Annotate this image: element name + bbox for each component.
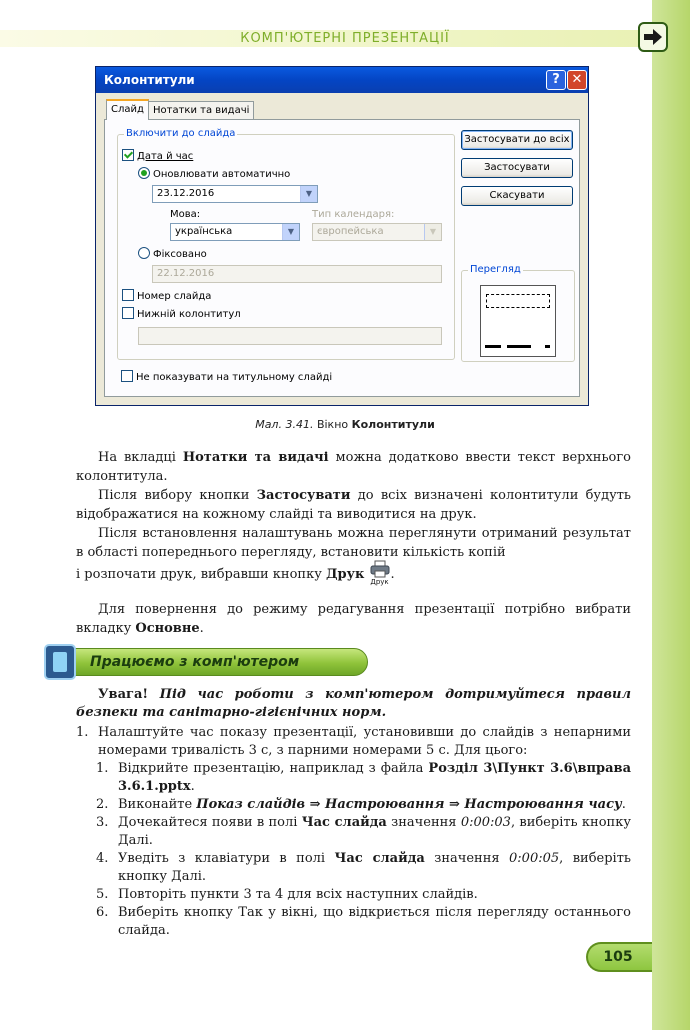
printer-icon: Друк <box>369 560 391 592</box>
auto-date-select[interactable] <box>152 185 318 203</box>
tab-notes-handouts[interactable]: Нотатки та видачі <box>148 101 254 119</box>
auto-update-label: Оновлювати автоматично <box>153 169 291 180</box>
section-title: Працюємо з комп'ютером <box>90 654 300 670</box>
side-strip <box>652 0 690 1030</box>
step-3: 3. Дочекайтеся появи в полі Час слайда значення 0:00:03, виберіть кнопку Далі. <box>96 815 631 848</box>
auto-date-value: 23.12.2016 <box>157 188 215 199</box>
paragraph-apply: Після вибору кнопки Застосувати до всіх визначені колонтитули будуть відображатися на кожному слайді та виводитися на друк. <box>76 488 632 522</box>
preview-placeholder <box>486 294 550 308</box>
radio-selected-icon <box>138 167 150 179</box>
language-value: українська <box>175 226 233 237</box>
date-time-label: Дата й час <box>137 151 194 162</box>
paragraph-return: Для повернення до режиму редагування презентації потрібно вибрати вкладку Основне. <box>76 602 631 636</box>
preview-footer-bar <box>507 345 531 348</box>
page-number: 105 <box>603 949 633 965</box>
include-on-slide-group <box>117 128 455 360</box>
step-6: 6. Виберіть кнопку Так у вікні, що відкриється після перегляду останнього слайда. <box>96 905 631 938</box>
calendar-type-label: Тип календаря: <box>312 209 395 220</box>
dont-show-on-title-label: Не показувати на титульному слайді <box>136 372 333 383</box>
dialog-title: Колонтитули <box>96 67 588 93</box>
next-arrow-icon[interactable] <box>638 22 668 52</box>
language-label: Мова: <box>170 209 201 220</box>
fixed-label: Фіксовано <box>153 249 207 260</box>
paragraph-preview: Після встановлення налаштувань можна переглянути отриманий результат в області попереднього перегляду, встановити кількість копій <box>76 526 631 560</box>
caption-number: Мал. 3.41. <box>255 418 314 431</box>
calendar-type-select <box>312 223 442 241</box>
group-label: Включити до слайда <box>126 128 236 139</box>
slide-number-label: Номер слайда <box>137 291 212 302</box>
apply-button[interactable]: Застосувати <box>461 158 573 178</box>
slide-number-checkbox[interactable] <box>122 289 211 302</box>
caption-text: Вікно <box>313 418 352 431</box>
step-2: 2. Виконайте Показ слайдів ⇒ Настроювання ⇒ Настроювання часу. <box>96 797 626 812</box>
auto-update-radio[interactable] <box>138 167 290 180</box>
checkbox-empty-icon <box>122 307 134 319</box>
date-time-checkbox[interactable] <box>122 149 193 162</box>
help-button[interactable]: ? <box>546 70 566 90</box>
computer-icon <box>44 644 76 680</box>
task-1: 1. Налаштуйте час показу презентації, установивши до слайдів з непарними номерами тривалість 3 с, з парними номерами 5 с. Для цього: <box>76 725 631 758</box>
fixed-radio[interactable] <box>138 247 207 260</box>
close-button[interactable]: ✕ <box>567 70 587 90</box>
tab-panel <box>104 119 580 397</box>
step-4: 4. Уведіть з клавіатури в полі Час слайда значення 0:00:05, виберіть кнопку Далі. <box>96 851 631 884</box>
preview-date-bar <box>485 345 501 348</box>
footer-checkbox[interactable] <box>122 307 241 320</box>
figure-caption <box>0 418 690 431</box>
preview-label: Перегляд <box>470 264 521 275</box>
radio-empty-icon <box>138 247 150 259</box>
checkbox-empty-icon <box>122 289 134 301</box>
checkbox-checked-icon <box>122 149 134 161</box>
fixed-date-field: 22.12.2016 <box>152 265 442 283</box>
calendar-type-value: європейська <box>317 226 384 237</box>
preview-slide <box>480 285 556 357</box>
warning-paragraph: Увага! Під час роботи з комп'ютером дотримуйтеся правил безпеки та санітарно-гігієнічних норм. <box>76 687 631 720</box>
step-1: 1. Відкрийте презентацію, наприклад з файла Розділ 3\Пункт 3.6\вправа 3.6.1.pptx. <box>96 761 631 794</box>
footer-text-field <box>138 327 442 345</box>
preview-group <box>461 264 575 362</box>
chevron-down-icon: ▼ <box>300 186 317 202</box>
chevron-down-icon: ▼ <box>282 224 299 240</box>
tab-slide[interactable]: Слайд <box>106 99 149 120</box>
preview-number-bar <box>545 345 550 348</box>
dont-show-on-title-checkbox[interactable] <box>121 370 332 383</box>
chevron-down-icon: ▼ <box>424 224 441 240</box>
checkbox-empty-icon <box>121 370 133 382</box>
header-footer-dialog <box>95 66 589 406</box>
step-5: 5. Повторіть пункти 3 та 4 для всіх наступних слайдів. <box>96 887 478 902</box>
running-header: КОМП'ЮТЕРНІ ПРЕЗЕНТАЦІЇ <box>240 31 450 46</box>
cancel-button[interactable]: Скасувати <box>461 186 573 206</box>
paragraph-notes-tab: На вкладці Нотатки та видачі можна додатково ввести текст верхнього колонтитула. <box>76 450 631 484</box>
language-select[interactable] <box>170 223 300 241</box>
footer-label: Нижній колонтитул <box>137 309 241 320</box>
paragraph-print: і розпочати друк, вибравши кнопку Друк Друк . <box>76 560 395 592</box>
caption-bold: Колонтитули <box>351 418 435 431</box>
apply-to-all-button[interactable]: Застосувати до всіх <box>461 130 573 150</box>
